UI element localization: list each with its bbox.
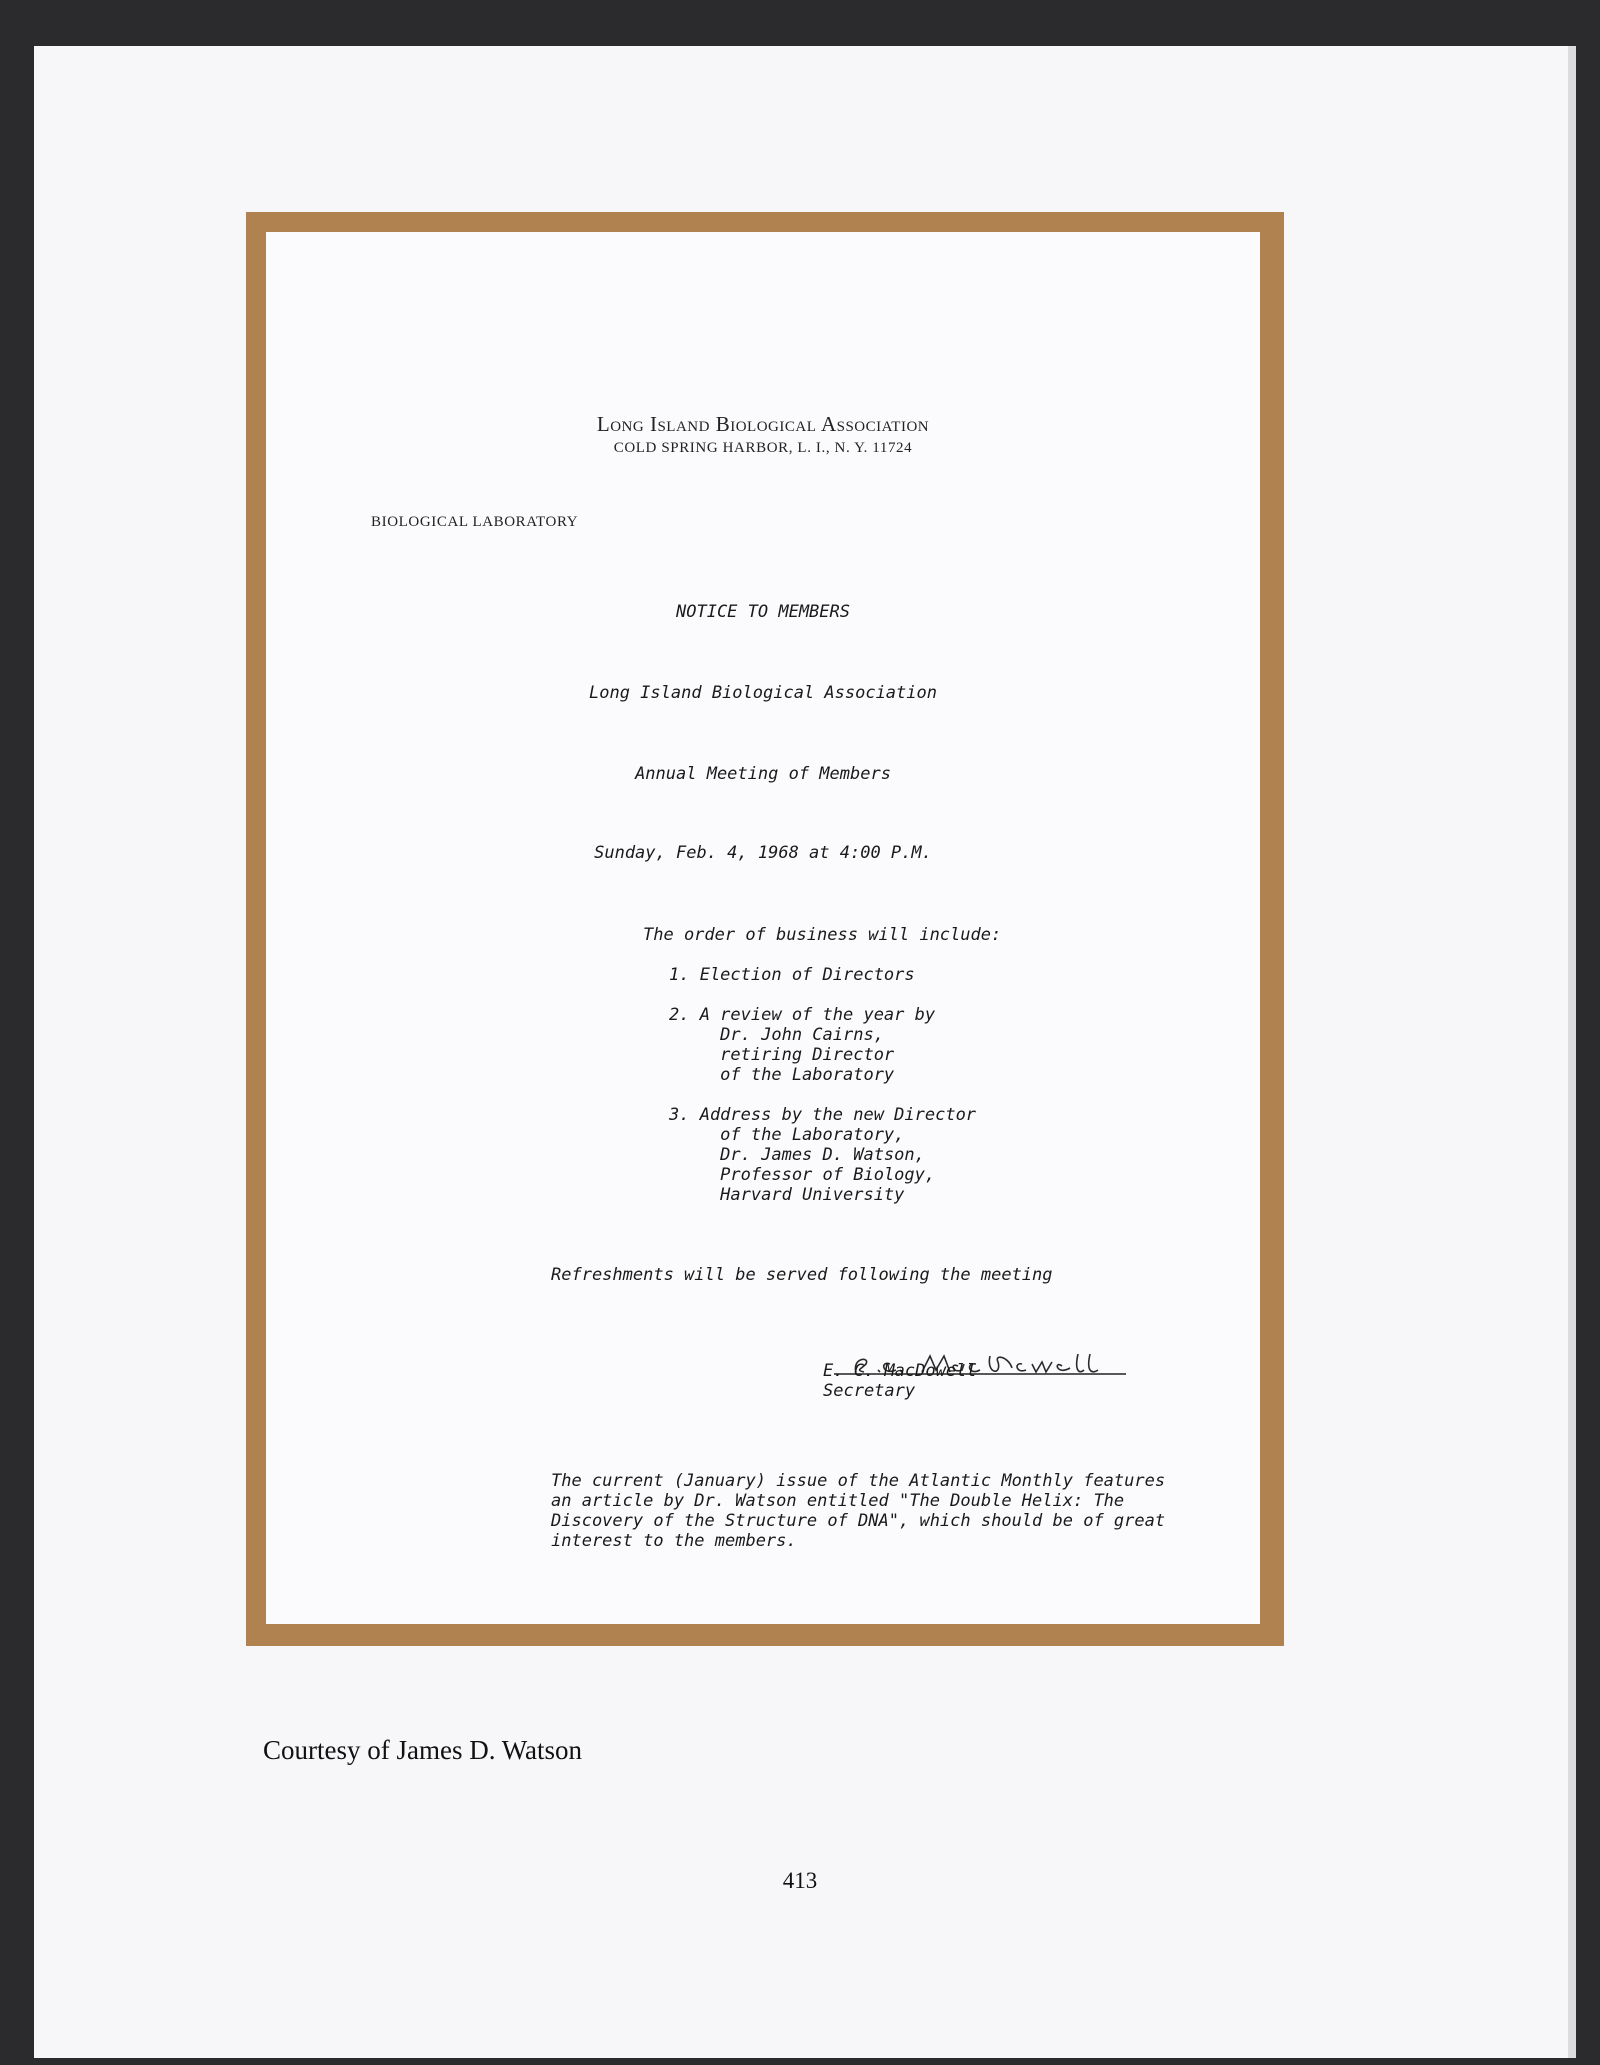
notice-meeting: Annual Meeting of Members [635,764,891,784]
signatory-title: Secretary [823,1381,916,1401]
letter-document [266,232,1260,1624]
postscript: The current (January) issue of the Atlantic Monthly features an article by Dr. Watson entitled "The Double Helix: The Discovery of the Structure of DNA", which should be of great interest to the members. [551,1471,1166,1551]
page-number: 413 [782,1868,818,1893]
page-edge [1568,46,1576,2058]
refreshments-note: Refreshments will be served following the meeting [551,1265,1053,1285]
photo-caption: Courtesy of James D. Watson [263,1735,583,1765]
letterhead-address: COLD SPRING HARBOR, L. I., N. Y. 11724 [613,440,913,456]
notice-title: NOTICE TO MEMBERS [676,602,850,622]
business-item: 1. Election of Directors [669,965,915,985]
letterhead-department: BIOLOGICAL LABORATORY [371,514,579,530]
notice-date: Sunday, Feb. 4, 1968 at 4:00 P.M. [594,843,932,863]
notice-association: Long Island Biological Association [589,683,937,703]
letterhead-organization: Long Island Biological Association [596,412,930,436]
business-item: 2. A review of the year by Dr. John Cairns, retiring Director of the Laboratory [669,1005,936,1085]
signatory-name: E. C. MacDowell [823,1361,977,1381]
business-intro: The order of business will include: [643,925,1002,945]
business-item: 3. Address by the new Director of the Laboratory, Dr. James D. Watson, Professor of Biology, Harvard University [669,1105,977,1205]
